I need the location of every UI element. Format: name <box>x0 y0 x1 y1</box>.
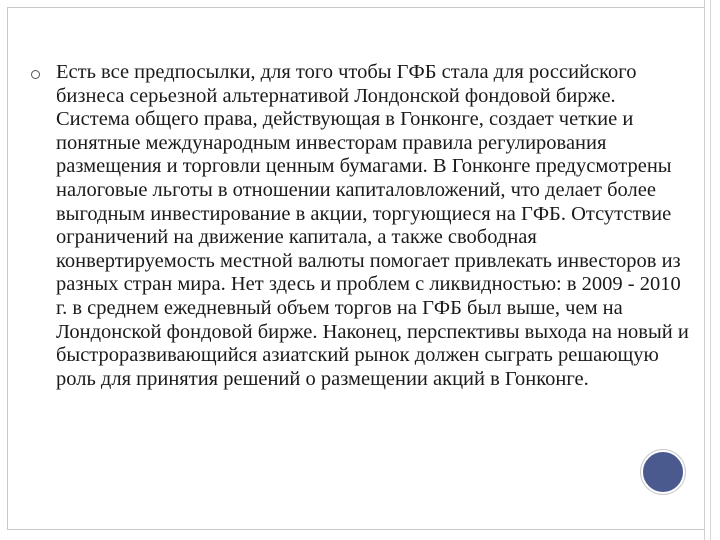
slide-right-edge <box>704 0 720 540</box>
decorative-circle-icon <box>641 450 685 494</box>
body-paragraph: Есть все предпосылки, для того чтобы ГФБ стала для российского бизнеса серьезной альтернативой Лондонской фондовой бирже. Система общего права, действующая в Гонконге, создает четкие и понятные международным инвесторам правила регулирования размещения и торговли ценным бумагами. В Гонконге предусмотрены налоговые льготы в отношении капиталовложений, что делает более выгодным инвестирование в акции, торгующиеся на ГФБ. Отсутствие ограничений на движение капитала, а также свободная конвертируемость местной валюты помогает привлекать инвесторов из разных стран мира. Нет здесь и проблем с ликвидностью: в 2009 - 2010 г. в среднем ежедневный объем торгов на ГФБ был выше, чем на Лондонской фондовой бирже. Наконец, перспективы выхода на новый и быстроразвивающийся азиатский рынок должен сыграть решающую роль для принятия решений о размещении акций в Гонконге. <box>56 61 689 390</box>
slide-right-edge-line <box>710 0 711 540</box>
bullet-icon <box>31 70 40 79</box>
